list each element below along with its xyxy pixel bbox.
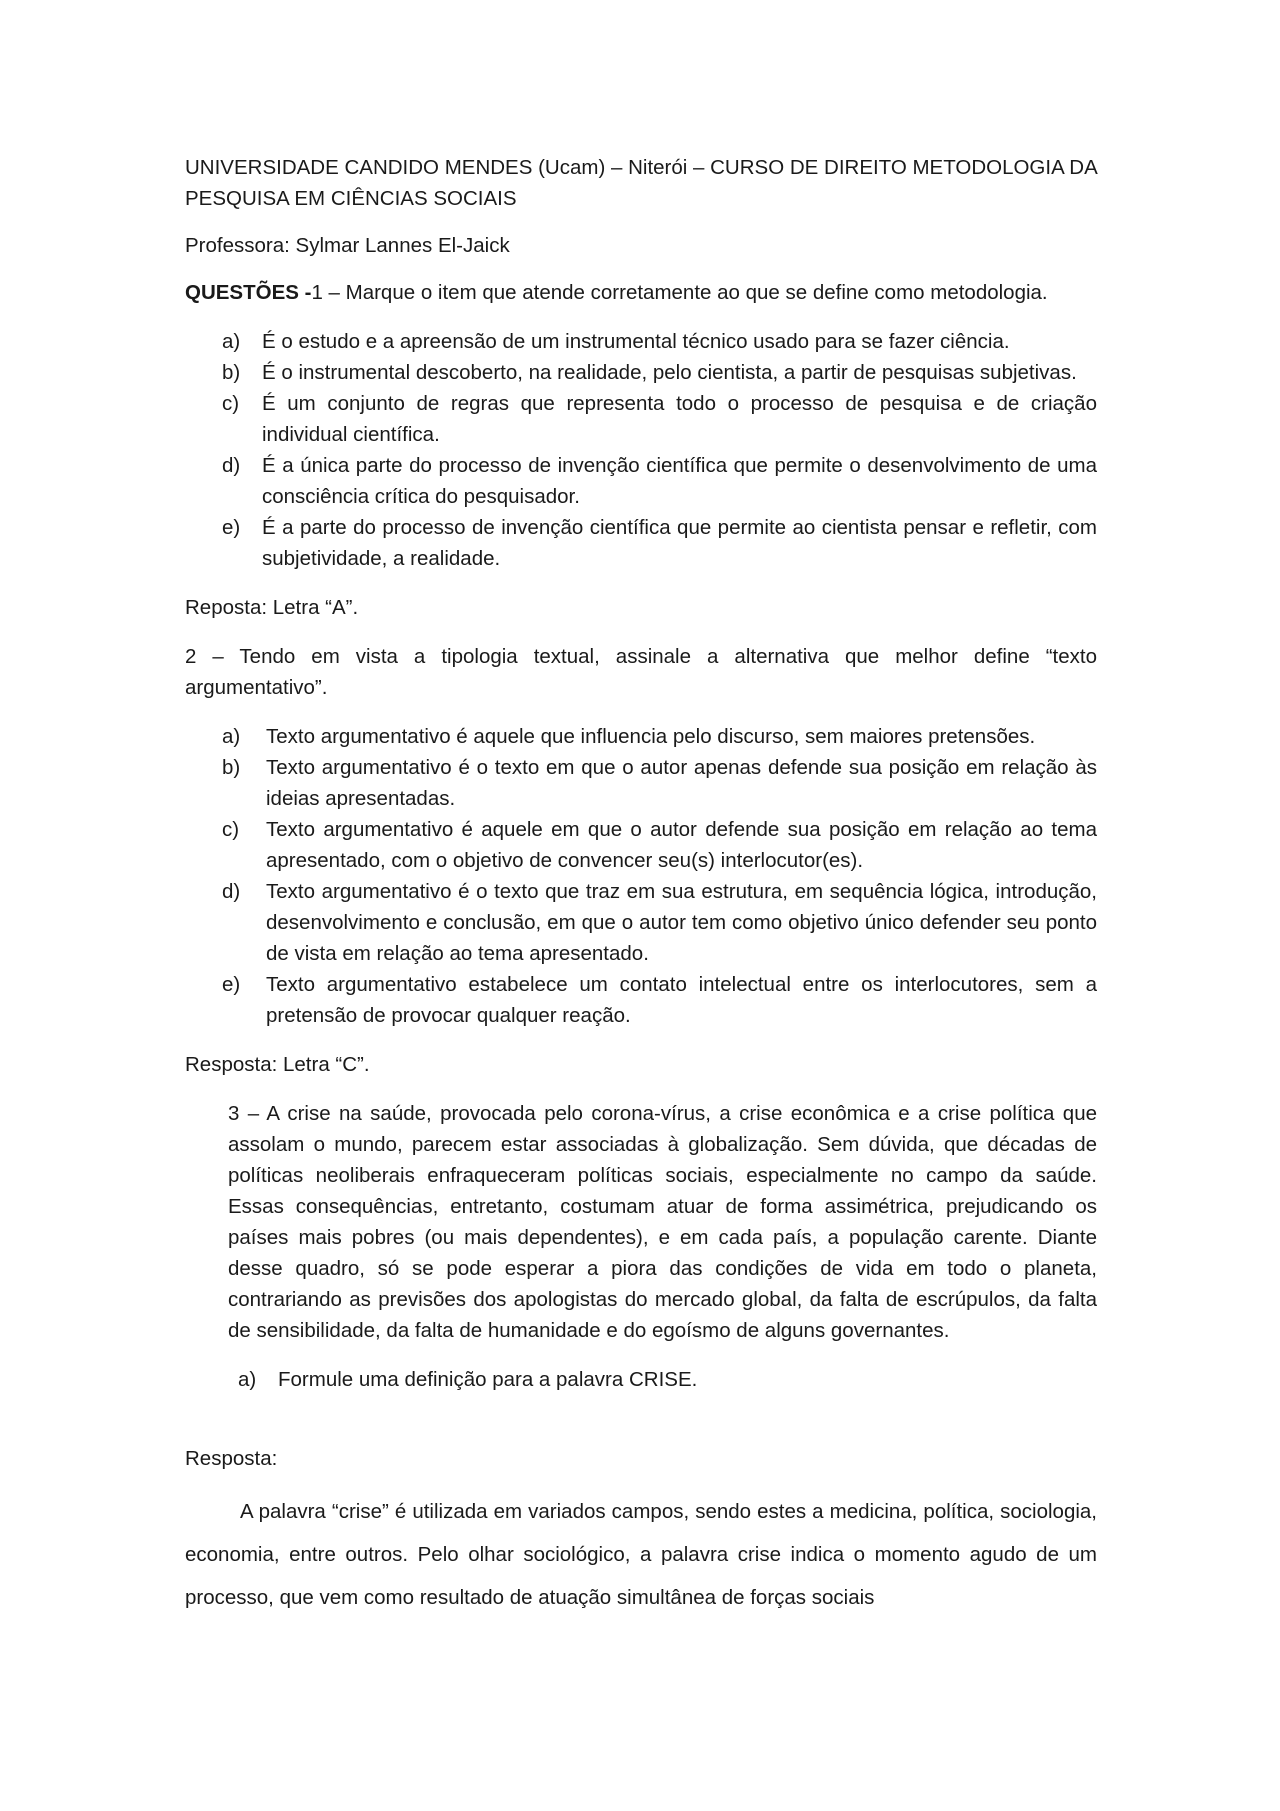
- question-2-answer: Resposta: Letra “C”.: [185, 1053, 370, 1076]
- option-letter: d): [222, 454, 241, 477]
- option-text: É a única parte do processo de invenção científica que permite o desenvolvimento de uma consciência crítica do pesquisador.: [262, 454, 1097, 508]
- option-letter: e): [222, 973, 241, 996]
- question-2-options: [185, 721, 1097, 1031]
- option-text: É o instrumental descoberto, na realidade, pelo cientista, a partir de pesquisas subjetivas.: [262, 361, 1077, 384]
- option-item: [185, 969, 1097, 1031]
- option-item: [185, 876, 1097, 969]
- professor-name: Professora: Sylmar Lannes El-Jaick: [185, 234, 510, 257]
- option-item: [185, 326, 1097, 357]
- option-letter: d): [222, 880, 241, 903]
- question-3-answer-label: Resposta:: [185, 1447, 278, 1470]
- option-letter: c): [222, 818, 240, 841]
- question-3-text: 3 – A crise na saúde, provocada pelo corona-vírus, a crise econômica e a crise política que assolam o mundo, parecem estar associadas à globalização. Sem dúvida, que décadas de políticas neoliberais enfraqueceram políticas sociais, especialmente no campo da saúde. Essas consequências, entretanto, costumam atuar de forma assimétrica, prejudicando os países mais pobres (ou mais dependentes), e em cada país, a população carente. Diante desse quadro, só se pode esperar a piora das condições de vida em todo o planeta, contrariando as previsões dos apologistas do mercado global, da falta de escrúpulos, da falta de sensibilidade, da falta de humanidade e do egoísmo de alguns governantes.: [228, 1102, 1097, 1342]
- questions-label: QUESTÕES -: [185, 281, 312, 304]
- question-1-options: [185, 326, 1097, 574]
- question-1-answer: Reposta: Letra “A”.: [185, 596, 359, 619]
- option-item: [185, 752, 1097, 814]
- option-text: Texto argumentativo é aquele que influencia pelo discurso, sem maiores pretensões.: [266, 725, 1036, 748]
- option-item: [185, 721, 1097, 752]
- option-item: [185, 450, 1097, 512]
- option-text: Texto argumentativo é o texto que traz em sua estrutura, em sequência lógica, introdução, desenvolvimento e conclusão, em que o autor tem como objetivo único defender seu ponto de vista em relação ao tema apresentado.: [266, 880, 1097, 965]
- question-3-essay: A palavra “crise” é utilizada em variados campos, sendo estes a medicina, política, sociologia, economia, entre outros. Pelo olhar sociológico, a palavra crise indica o momento agudo de um processo, que vem como resultado de atuação simultânea de forças sociais: [185, 1500, 1097, 1609]
- subitem-text: Formule uma definição para a palavra CRISE.: [278, 1368, 698, 1391]
- option-text: É um conjunto de regras que representa todo o processo de pesquisa e de criação individual científica.: [262, 392, 1097, 446]
- option-text: Texto argumentativo é aquele em que o autor defende sua posição em relação ao tema apresentado, com o objetivo de convencer seu(s) interlocutor(es).: [266, 818, 1097, 872]
- option-item: [185, 357, 1097, 388]
- option-letter: b): [222, 361, 241, 384]
- option-letter: a): [238, 1368, 257, 1391]
- question-3-subitem: [185, 1364, 1097, 1395]
- document-header: UNIVERSIDADE CANDIDO MENDES (Ucam) – Niterói – CURSO DE DIREITO METODOLOGIA DA PESQUISA EM CIÊNCIAS SOCIAIS: [185, 156, 1097, 210]
- option-letter: e): [222, 516, 241, 539]
- question-2-title: 2 – Tendo em vista a tipologia textual, assinale a alternativa que melhor define “texto argumentativo”.: [185, 645, 1097, 699]
- option-letter: a): [222, 330, 241, 353]
- question-1-text: 1 – Marque o item que atende corretamente ao que se define como metodologia.: [311, 281, 1048, 304]
- option-letter: b): [222, 756, 241, 779]
- option-text: Texto argumentativo estabelece um contato intelectual entre os interlocutores, sem a pretensão de provocar qualquer reação.: [266, 973, 1097, 1027]
- option-item: [185, 388, 1097, 450]
- option-text: É o estudo e a apreensão de um instrumental técnico usado para se fazer ciência.: [262, 330, 1010, 353]
- question-1-title: [185, 277, 1097, 308]
- option-letter: c): [222, 392, 240, 415]
- option-item: [185, 512, 1097, 574]
- option-text: Texto argumentativo é o texto em que o autor apenas defende sua posição em relação às ideias apresentadas.: [266, 756, 1097, 810]
- option-letter: a): [222, 725, 241, 748]
- option-text: É a parte do processo de invenção científica que permite ao cientista pensar e refletir, com subjetividade, a realidade.: [262, 516, 1097, 570]
- option-item: [185, 814, 1097, 876]
